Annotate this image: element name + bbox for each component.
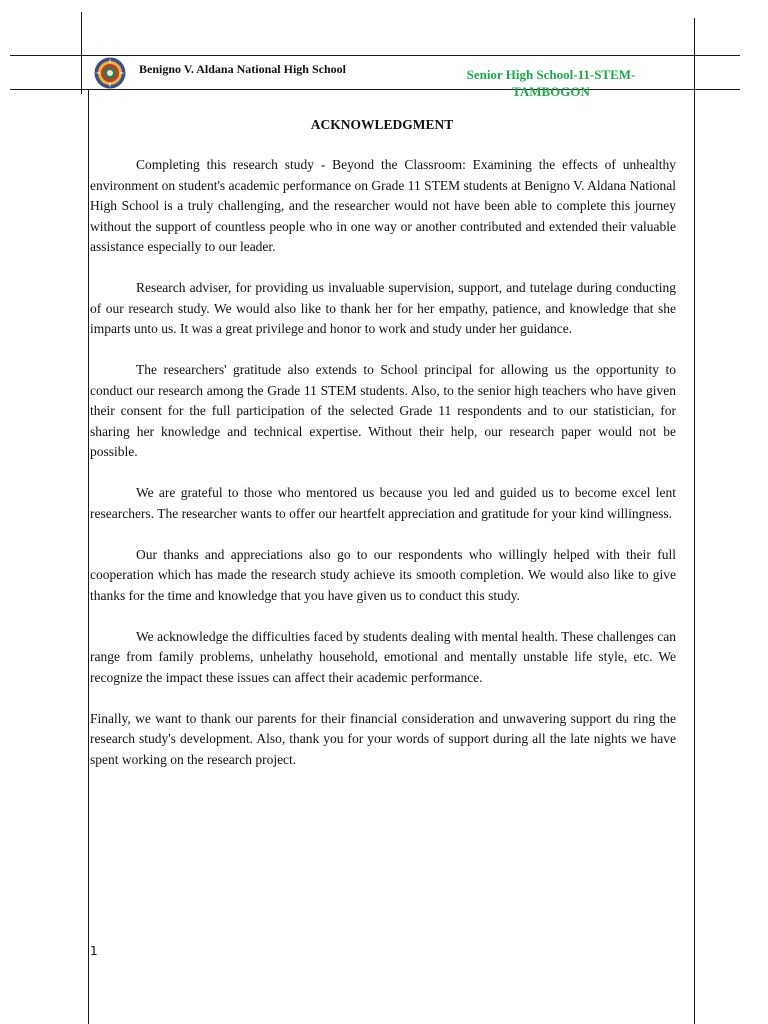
paragraph: Research adviser, for providing us invaluable supervision, support, and tutelage during conducting of our research study. We would also like to thank her for her empathy, patience, and knowledge that she imparts unto us. It was a great privilege and honor to work and study under her guidance. — [90, 280, 676, 336]
document-body — [90, 155, 676, 791]
paragraph: We are grateful to those who mentored us because you led and guided us to become excel lent researchers. The researcher wants to offer our heartfelt appreciation and gratitude for your kind willingness. — [90, 485, 676, 521]
right-page-rule — [694, 18, 695, 1024]
school-name: Benigno V. Aldana National High School — [139, 62, 346, 76]
page-number: 1 — [90, 944, 98, 958]
left-margin-rule — [81, 12, 82, 94]
paragraph: Completing this research study - Beyond the Classroom: Examining the effects of unhealthy environment on student's academic performance on Grade 11 STEM students at Benigno V. Aldana National High School is a truly challenging, and the researcher would not have been able to complete this journey without the support of countless people who in one way or another contributed and extended their valuable assistance especially to our leader. — [90, 157, 676, 254]
paragraph: We acknowledge the difficulties faced by students dealing with mental health. These challenges can range from family problems, unhelathy household, emotional and mentally unstable life style, etc. We recognize the impact these issues can affect their academic performance. — [90, 628, 676, 685]
school-seal-icon — [94, 57, 126, 89]
paragraph: The researchers' gratitude also extends to School principal for allowing us the opportunity to conduct our research among the Grade 11 STEM students. Also, to the senior high teachers who have given their consent for the full participation of the selected Grade 11 respondents and to our statistician, for sharing her knowledge and technical expertise. Without their help, our research paper would not be possible. — [90, 362, 676, 459]
left-page-rule — [88, 89, 89, 1024]
paragraph: Our thanks and appreciations also go to our respondents who willingly helped with their full cooperation which has made the research study achieve its smooth completion. We would also like to give thanks for the time and knowledge that you have given us to conduct this study. — [90, 546, 676, 603]
header-top-rule — [10, 55, 740, 56]
program-label: Senior High School-11-STEM-TAMBOGON — [466, 67, 636, 99]
paragraph: Finally, we want to thank our parents for their financial consideration and unwavering support du ring the research study's development. Also, thank you for your words of support during all the late nights we have spent working on the research project. — [90, 710, 676, 767]
page-title: ACKNOWLEDGMENT — [310, 117, 454, 132]
